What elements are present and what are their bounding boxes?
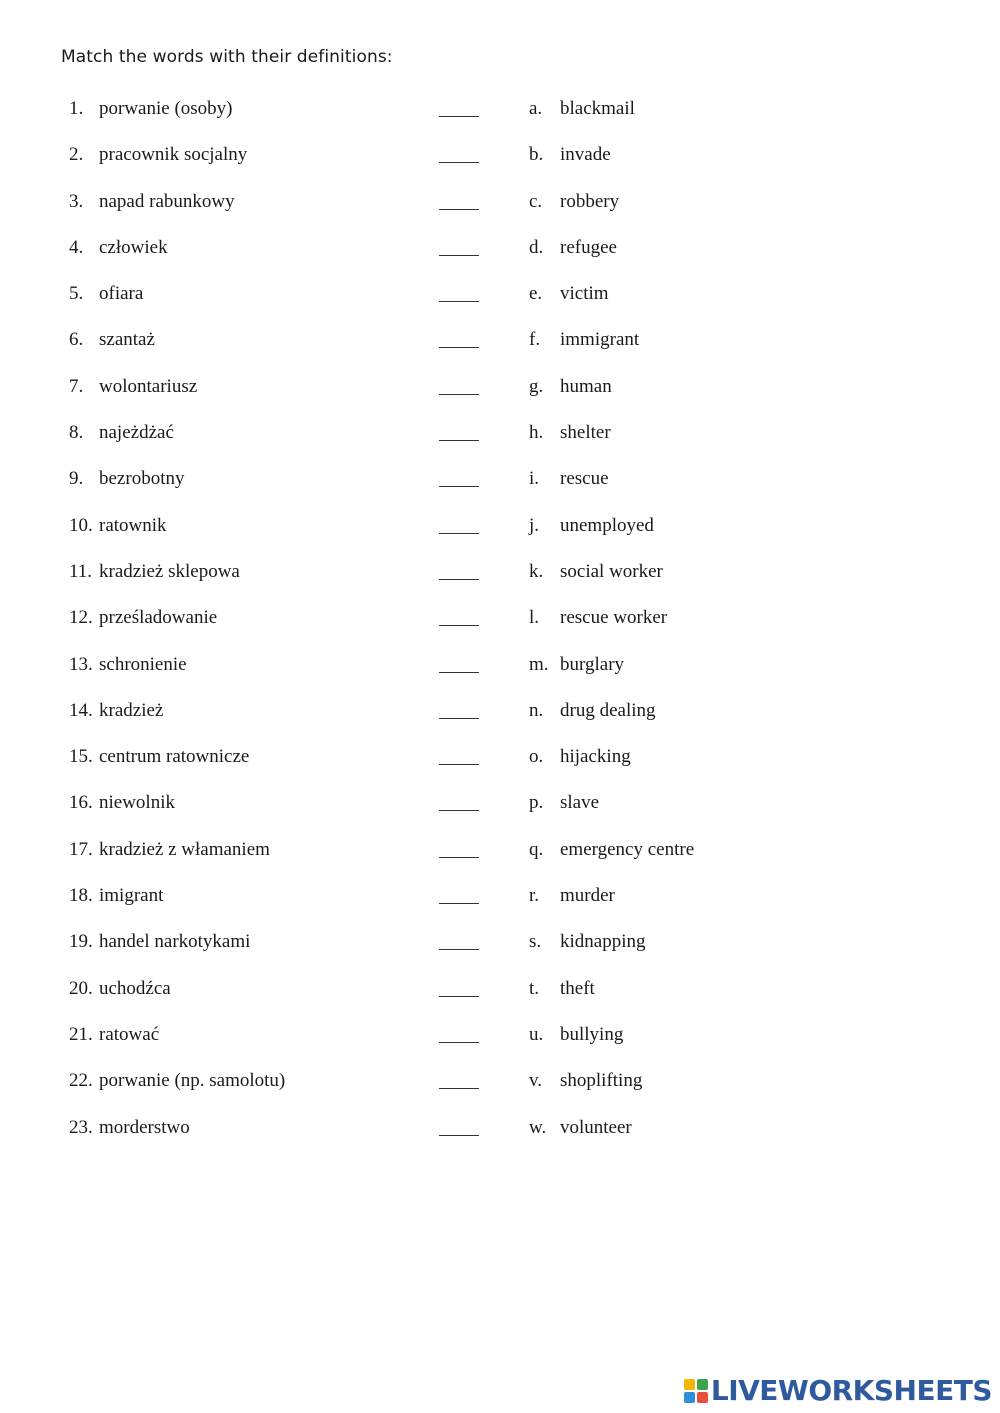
option-letter: r. xyxy=(529,885,540,907)
polish-word: imigrant xyxy=(99,885,164,907)
english-word: social worker xyxy=(560,560,663,582)
exercise-row xyxy=(0,836,1000,882)
english-word: blackmail xyxy=(560,98,635,119)
item-number: 10. xyxy=(69,514,93,536)
exercise-row xyxy=(0,188,1000,234)
item-number: 21. xyxy=(69,1023,93,1045)
item-number: 4. xyxy=(69,236,84,258)
exercise-row xyxy=(0,373,1000,419)
answer-blank[interactable] xyxy=(439,764,479,765)
item-number: 1. xyxy=(69,98,84,119)
liveworksheets-logo xyxy=(684,1374,992,1407)
english-word: drug dealing xyxy=(560,699,656,721)
exercise-row xyxy=(0,141,1000,187)
option-letter: v. xyxy=(529,1070,543,1092)
exercise-row xyxy=(0,1021,1000,1067)
answer-blank[interactable] xyxy=(439,996,479,997)
liveworksheets-logo-icon xyxy=(684,1379,708,1403)
exercise-row xyxy=(0,1114,1000,1160)
item-number: 7. xyxy=(69,375,84,397)
english-word: burglary xyxy=(560,653,625,675)
item-number: 2. xyxy=(69,144,84,166)
answer-blank[interactable] xyxy=(439,1088,479,1089)
item-number: 12. xyxy=(69,607,93,629)
option-letter: i. xyxy=(529,468,540,490)
answer-blank[interactable] xyxy=(439,625,479,626)
polish-word: szantaż xyxy=(99,329,155,351)
exercise-row xyxy=(0,95,1000,141)
exercise-row xyxy=(0,604,1000,650)
exercise-row xyxy=(0,326,1000,372)
exercise-row xyxy=(0,975,1000,1021)
answer-blank[interactable] xyxy=(439,394,479,395)
polish-word: najeżdżać xyxy=(99,422,174,444)
english-word: shelter xyxy=(560,422,611,444)
item-number: 13. xyxy=(69,653,93,675)
polish-word: morderstwo xyxy=(99,1116,190,1138)
english-word: unemployed xyxy=(560,514,654,536)
english-word: kidnapping xyxy=(560,931,646,953)
exercise-row xyxy=(0,882,1000,928)
answer-blank[interactable] xyxy=(439,255,479,256)
option-letter: s. xyxy=(529,931,542,953)
item-number: 14. xyxy=(69,699,93,721)
polish-word: ofiara xyxy=(99,283,144,305)
instruction-heading: Match the words with their definitions: xyxy=(61,47,393,67)
item-number: 6. xyxy=(69,329,84,351)
option-letter: c. xyxy=(529,190,543,212)
english-word: hijacking xyxy=(560,746,631,768)
exercise-row xyxy=(0,512,1000,558)
item-number: 16. xyxy=(69,792,93,814)
option-letter: m. xyxy=(529,653,549,675)
english-word: robbery xyxy=(560,190,620,212)
answer-blank[interactable] xyxy=(439,903,479,904)
logo-square-4 xyxy=(697,1392,708,1403)
polish-word: centrum ratownicze xyxy=(99,746,250,768)
polish-word: bezrobotny xyxy=(99,468,185,490)
answer-blank[interactable] xyxy=(439,857,479,858)
answer-blank[interactable] xyxy=(439,1135,479,1136)
polish-word: kradzież xyxy=(99,699,164,721)
exercise-row xyxy=(0,697,1000,743)
polish-word: niewolnik xyxy=(99,792,175,814)
polish-word: schronienie xyxy=(99,653,187,675)
option-letter: k. xyxy=(529,560,544,582)
logo-square-3 xyxy=(684,1392,695,1403)
answer-blank[interactable] xyxy=(439,718,479,719)
exercise-row xyxy=(0,651,1000,697)
answer-blank[interactable] xyxy=(439,301,479,302)
exercise-row xyxy=(0,234,1000,280)
english-word: victim xyxy=(560,283,609,305)
item-number: 17. xyxy=(69,838,93,860)
option-letter: w. xyxy=(529,1116,547,1138)
option-letter: e. xyxy=(529,283,543,305)
option-letter: o. xyxy=(529,746,544,768)
english-word: rescue worker xyxy=(560,607,668,629)
english-word: theft xyxy=(560,977,595,999)
exercise-row xyxy=(0,789,1000,835)
english-word: invade xyxy=(560,144,611,166)
exercise-row xyxy=(0,558,1000,604)
english-word: bullying xyxy=(560,1023,624,1045)
option-letter: t. xyxy=(529,977,540,999)
logo-square-2 xyxy=(697,1379,708,1390)
english-word: human xyxy=(560,375,612,397)
item-number: 23. xyxy=(69,1116,93,1138)
option-letter: g. xyxy=(529,375,544,397)
english-word: shoplifting xyxy=(560,1070,643,1092)
option-letter: f. xyxy=(529,329,541,351)
exercise-row xyxy=(0,465,1000,511)
answer-blank[interactable] xyxy=(439,209,479,210)
polish-word: porwanie (osoby) xyxy=(99,98,233,119)
answer-blank[interactable] xyxy=(439,949,479,950)
english-word: murder xyxy=(560,885,615,907)
item-number: 18. xyxy=(69,885,93,907)
polish-word: kradzież z włamaniem xyxy=(99,838,270,860)
polish-word: kradzież sklepowa xyxy=(99,560,240,582)
option-letter: q. xyxy=(529,838,544,860)
polish-word: napad rabunkowy xyxy=(99,190,235,212)
item-number: 5. xyxy=(69,283,84,305)
answer-blank[interactable] xyxy=(439,1042,479,1043)
answer-blank[interactable] xyxy=(439,486,479,487)
polish-word: porwanie (np. samolotu) xyxy=(99,1070,286,1092)
polish-word: handel narkotykami xyxy=(99,931,251,953)
answer-blank[interactable] xyxy=(439,672,479,673)
matching-exercise xyxy=(0,95,1000,1160)
option-letter: b. xyxy=(529,144,544,166)
item-number: 11. xyxy=(69,560,93,582)
english-word: refugee xyxy=(560,236,617,258)
item-number: 22. xyxy=(69,1070,93,1092)
answer-blank[interactable] xyxy=(439,162,479,163)
option-letter: n. xyxy=(529,699,544,721)
logo-square-1 xyxy=(684,1379,695,1390)
option-letter: u. xyxy=(529,1023,544,1045)
item-number: 15. xyxy=(69,746,93,768)
answer-blank[interactable] xyxy=(439,810,479,811)
polish-word: uchodźca xyxy=(99,977,171,999)
answer-blank[interactable] xyxy=(439,440,479,441)
item-number: 3. xyxy=(69,190,84,212)
exercise-row xyxy=(0,928,1000,974)
english-word: immigrant xyxy=(560,329,640,351)
exercise-row xyxy=(0,743,1000,789)
polish-word: człowiek xyxy=(99,236,168,258)
item-number: 20. xyxy=(69,977,93,999)
answer-blank[interactable] xyxy=(439,579,479,580)
answer-blank[interactable] xyxy=(439,347,479,348)
option-letter: j. xyxy=(529,514,540,536)
answer-blank[interactable] xyxy=(439,533,479,534)
exercise-row xyxy=(0,1067,1000,1113)
polish-word: wolontariusz xyxy=(99,375,198,397)
option-letter: l. xyxy=(529,607,540,629)
polish-word: pracownik socjalny xyxy=(99,144,248,166)
brand-name: LIVEWORKSHEETS xyxy=(710,1374,992,1407)
exercise-row xyxy=(0,419,1000,465)
option-letter: d. xyxy=(529,236,544,258)
english-word: rescue xyxy=(560,468,609,490)
english-word: emergency centre xyxy=(560,838,695,860)
option-letter: a. xyxy=(529,98,543,119)
item-number: 8. xyxy=(69,422,84,444)
answer-blank[interactable] xyxy=(439,116,479,117)
option-letter: h. xyxy=(529,422,544,444)
english-word: slave xyxy=(560,792,600,814)
polish-word: ratownik xyxy=(99,514,167,536)
polish-word: prześladowanie xyxy=(99,607,218,629)
option-letter: p. xyxy=(529,792,544,814)
english-word: volunteer xyxy=(560,1116,632,1138)
item-number: 19. xyxy=(69,931,93,953)
exercise-row xyxy=(0,280,1000,326)
item-number: 9. xyxy=(69,468,84,490)
polish-word: ratować xyxy=(99,1023,160,1045)
